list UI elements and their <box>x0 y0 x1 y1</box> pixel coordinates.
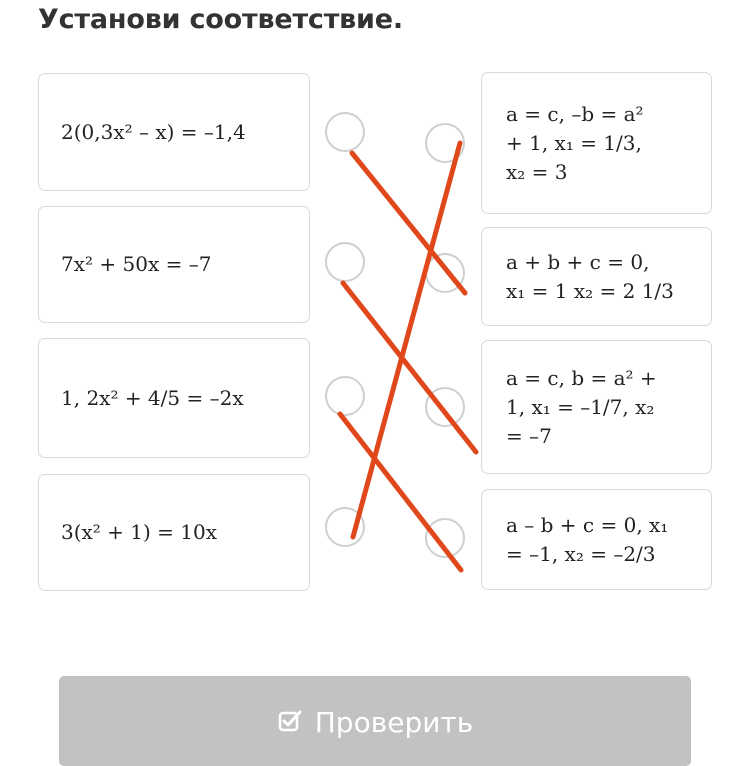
left-connector-1[interactable] <box>325 112 365 152</box>
check-button[interactable] <box>59 676 691 766</box>
left-connector-2[interactable] <box>325 242 365 282</box>
right-card-text: a – b + c = 0, x₁ = –1, x₂ = –2/3 <box>506 512 669 566</box>
right-connector-1[interactable] <box>425 123 465 163</box>
right-card-text: a + b + c = 0, x₁ = 1 x₂ = 2 1/3 <box>506 249 674 303</box>
left-card-3[interactable] <box>38 338 310 458</box>
left-card-1[interactable] <box>38 73 310 191</box>
check-button-label: Проверить <box>314 706 474 739</box>
right-connector-2[interactable] <box>425 253 465 293</box>
right-card-text: a = c, b = a² + 1, x₁ = –1/7, x₂ = –7 <box>506 365 657 448</box>
right-card-text: a = c, –b = a² + 1, x₁ = 1/3, x₂ = 3 <box>506 101 644 184</box>
right-card-2[interactable] <box>481 227 712 326</box>
checkbox-icon <box>277 706 303 765</box>
left-card-text: 7x² + 50x = –7 <box>61 252 212 276</box>
task-title: Установи соответствие. <box>38 4 403 35</box>
left-card-2[interactable] <box>38 206 310 323</box>
left-connector-4[interactable] <box>325 507 365 547</box>
right-card-4[interactable] <box>481 489 712 590</box>
connection-line-2-3 <box>343 283 476 452</box>
left-card-4[interactable] <box>38 474 310 591</box>
right-connector-4[interactable] <box>425 518 465 558</box>
left-connector-3[interactable] <box>325 376 365 416</box>
right-card-1[interactable] <box>481 72 712 214</box>
connection-line-4-1 <box>353 143 460 537</box>
right-connector-3[interactable] <box>425 387 465 427</box>
left-card-text: 2(0,3x² – x) = –1,4 <box>61 119 246 144</box>
right-card-3[interactable] <box>481 340 712 474</box>
left-card-text: 3(x² + 1) = 10x <box>61 520 218 544</box>
left-card-text: 1, 2x² + 4/5 = –2x <box>61 385 244 410</box>
